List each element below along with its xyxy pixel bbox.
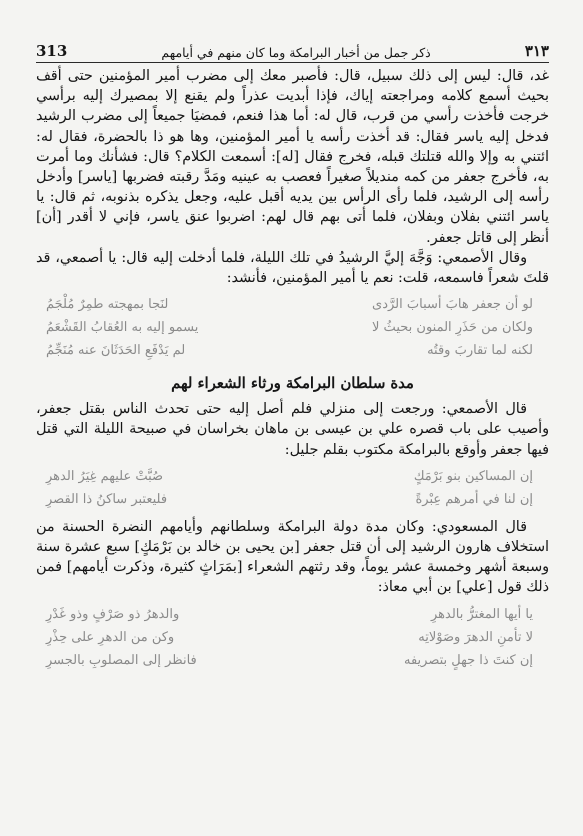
running-header — [36, 36, 549, 63]
verse-first-hemistich: يا أيها المغترُّ بالدهرِ — [430, 606, 533, 622]
verse-second-hemistich: لم يَدْفَعِ الحَدَثَانَ عنه مُنَجِّمُ — [46, 343, 186, 359]
poem-1 — [36, 293, 549, 362]
verse-line — [36, 626, 549, 649]
verse-first-hemistich: لا تأمنِ الدهرَ وصَوْلاتِه — [418, 629, 533, 645]
verse-second-hemistich: لنَجا بمهجته طمِرٌ مُلْجَمُ — [46, 297, 169, 313]
verse-line — [36, 488, 549, 511]
verse-line — [36, 293, 549, 316]
verse-line — [36, 339, 549, 362]
paragraph-1: غد، قال: ليس إلى ذلك سبيل، قال: فأصبر معك إلى مضرب أمير المؤمنين حتى أقف بحيث أسمع كلامه ومراجعته إياك، فإذا أبديت عذراً ولم يقنع إلا بمصيرك إليه برأسي خرجت فأخذت رأسي من قرب، قال له: أما هذا فنعم، فمضيَا جميعاً إلى مضرب الرشيد فدخل إليه ياسر فقال: قد أخذت رأسه يا أمير المؤمنين، وها هو ذا بالحضرة، فقال له: ائتني به وإلا والله قتلتك قبله، فخرج فقال [له]: أسمعت الكلام؟ قال: فشأنك وما أمرت به، فأخرج جعفر من كمه منديلاً صغيراً فعصب به عينيه ومَدَّ رقبته فضربها [ياسر] وأدخل رأسه إلى الرشيد، فلما رأى الرأس بين يديه أقبل عليه، وجعل يذكره بذنوبه، ثم قال: يا ياسر ائتني بفلان وبفلان، فلما أتى بهم قال لهم: اضربوا عنق ياسر، فإني لا أقدر [أن] أنظر إلى قاتل جعفر. — [36, 68, 549, 246]
verse-line — [36, 603, 549, 626]
verse-second-hemistich: والدهرُ ذو صَرْفٍ وذو غَدْرِ — [46, 606, 180, 622]
paragraph-2: وقال الأصمعي: وَجَّهَ إليَّ الرشيدُ في تلك الليلة، فلما أدخلت إليه قال: يا أصمعي، قد قلتَ شعراً فاسمعه، قلت: نعم يا أمير المؤمنين، فأنشد: — [36, 249, 549, 287]
paragraph-3: قال الأصمعي: ورجعت إلى منزلي فلم أصل إليه حتى تحدث الناس بقتل جعفر، وأصيب على باب قصره علي بن عيسى بن ماهان بخراسان في صبيحة الليلة التي قتل فيها جعفر وأوقع بالبرامكة مكتوب بقلم جليل: — [36, 401, 549, 458]
verse-second-hemistich: فانظر إلى المصلوبِ بالجسرِ — [46, 652, 197, 668]
poem-3 — [36, 603, 549, 672]
page-number-arabic: ٣١٣ — [524, 42, 549, 60]
verse-first-hemistich: إن لنا في أمرهم عِبْرةً — [415, 491, 533, 507]
verse-first-hemistich: ولكان من حَذَرِ المنون بحيثُ لا — [372, 320, 533, 336]
verse-first-hemistich: إن المساكين بنو بَرْمَكٍ — [413, 468, 533, 484]
verse-line — [36, 465, 549, 488]
verse-line — [36, 316, 549, 339]
verse-line — [36, 649, 549, 672]
section-title: مدة سلطان البرامكة ورثاء الشعراء لهم — [171, 375, 414, 393]
page-body — [36, 66, 549, 678]
poem-2 — [36, 465, 549, 511]
verse-second-hemistich: وكن من الدهرِ على حِذْرِ — [46, 629, 175, 645]
paragraph-4: قال المسعودي: وكان مدة دولة البرامكة وسلطانهم وأيامهم النضرة الحسنة من استخلاف هارون الرشيد إلى أن قتل جعفر [بن يحيى بن خالد بن بَرْمَكٍ] سبع عشرة سنة وسبعة أشهر وخمسة عشر يوماً، وقد رثتهم الشعراء [بمَرَاثٍ كثيرة، وذكرت أيامهم] فمن ذلك قول [علي] بن أبي معاذ: — [36, 518, 549, 596]
verse-second-hemistich: صُبَّتْ عليهم غِيَرُ الدهرِ — [46, 468, 164, 484]
page-number-latin: 313 — [36, 42, 68, 60]
verse-first-hemistich: لو أن جعفر هابَ أسبابَ الرَّدى — [372, 297, 533, 313]
verse-first-hemistich: لكنه لما تقاربَ وقتُه — [427, 343, 533, 359]
verse-second-hemistich: فليعتبر ساكنُ ذا القصرِ — [46, 491, 168, 507]
verse-second-hemistich: يسمو إليه به العُقابُ القَشْعَمُ — [46, 320, 199, 336]
running-title: ذكر جمل من أخبار البرامكة وما كان منهم في أيامهم — [161, 45, 431, 60]
verse-first-hemistich: إن كنتَ ذا جهلٍ بتصريفه — [404, 652, 533, 668]
